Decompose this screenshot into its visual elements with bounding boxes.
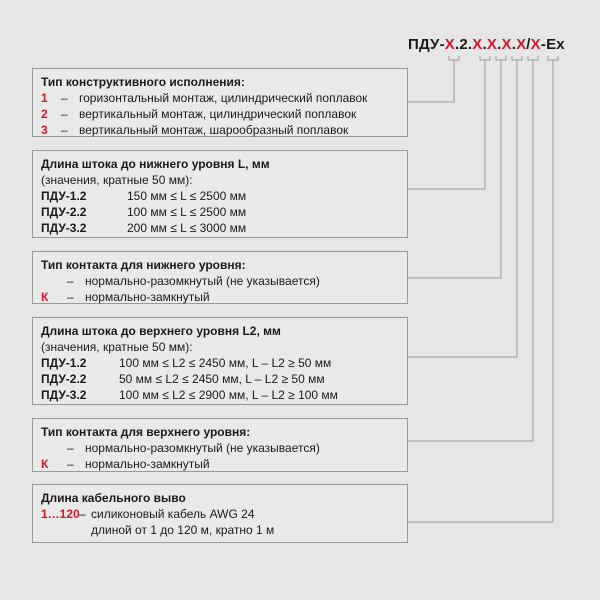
item-text: вертикальный монтаж, шарообразный поплавок (79, 123, 349, 137)
item-dash: – (61, 107, 68, 121)
table-row (41, 204, 399, 220)
box-upper-contact-title: Тип контакта для верхнего уровня: (41, 425, 251, 439)
item-text: горизонтальный монтаж, цилиндрический поплавок (79, 91, 368, 105)
model-name: ПДУ-3.2 (41, 388, 87, 402)
item-dash: – (61, 123, 68, 137)
item-key: 2 (41, 107, 48, 121)
table-row (41, 220, 399, 236)
item-key (41, 273, 67, 289)
model-name: ПДУ-1.2 (41, 356, 87, 370)
code-x5: X (516, 36, 527, 53)
box-lower-rod-length (32, 150, 408, 238)
code-x6: X (530, 36, 541, 53)
item-text: силиконовый кабель AWG 24 (91, 507, 255, 521)
item-text: нормально-замкнутый (85, 457, 210, 471)
model-range: 100 мм ≤ L2 ≤ 2900 мм, L – L2 ≥ 100 мм (119, 388, 338, 402)
model-name: ПДУ-1.2 (41, 189, 87, 203)
item-text-cont: длиной от 1 до 120 м, кратно 1 м (91, 523, 275, 537)
box-upper-contact-type (32, 418, 408, 472)
item-text: нормально-замкнутый (85, 290, 210, 304)
item-dash: – (67, 274, 74, 288)
model-name: ПДУ-2.2 (41, 205, 87, 219)
box-lower-rod-note: (значения, кратные 50 мм): (41, 173, 193, 187)
model-range: 50 мм ≤ L2 ≤ 2450 мм, L – L2 ≥ 50 мм (119, 372, 325, 386)
model-range: 200 мм ≤ L ≤ 3000 мм (127, 221, 247, 235)
model-range: 150 мм ≤ L ≤ 2500 мм (127, 189, 247, 203)
list-item (41, 273, 399, 289)
list-item (41, 440, 399, 456)
box-lower-contact-type (32, 251, 408, 304)
code-suffix: -Ex (540, 36, 565, 53)
box-upper-rod-note: (значения, кратные 50 мм): (41, 340, 193, 354)
model-range: 100 мм ≤ L ≤ 2500 мм (127, 205, 247, 219)
item-key: 1…120 (41, 507, 80, 521)
item-dash: – (61, 91, 68, 105)
code-slash: / (526, 36, 531, 53)
item-dash: – (67, 290, 74, 304)
box-cable-length (32, 484, 408, 543)
list-item (41, 106, 399, 122)
box-lower-contact-title: Тип контакта для нижнего уровня: (41, 258, 246, 272)
item-text: нормально-разомкнутый (не указывается) (85, 441, 320, 455)
code-prefix: ПДУ- (408, 36, 445, 53)
code-dot1: .2. (455, 36, 473, 53)
item-dash: – (67, 441, 74, 455)
list-item (41, 522, 399, 538)
product-code (408, 36, 565, 54)
item-text: нормально-разомкнутый (не указывается) (85, 274, 320, 288)
code-x2: X (472, 36, 483, 53)
box-upper-rod-title: Длина штока до верхнего уровня L2, мм (41, 324, 281, 338)
model-name: ПДУ-2.2 (41, 372, 87, 386)
code-x1: X (444, 36, 455, 53)
item-dash: – (67, 457, 74, 471)
box-design-type (32, 68, 408, 137)
list-item (41, 289, 399, 305)
item-key: 1 (41, 91, 48, 105)
item-key (41, 440, 67, 456)
model-range: 100 мм ≤ L2 ≤ 2450 мм, L – L2 ≥ 50 мм (119, 356, 332, 370)
item-text: вертикальный монтаж, цилиндрический поплавок (79, 107, 357, 121)
model-name: ПДУ-3.2 (41, 221, 87, 235)
list-item (41, 506, 399, 522)
item-key: К (41, 457, 49, 471)
box-design-type-title: Тип конструктивного исполнения: (41, 75, 245, 89)
item-key: К (41, 290, 49, 304)
table-row (41, 387, 399, 403)
code-x3: X (486, 36, 498, 53)
list-item (41, 90, 399, 106)
item-dash: – (79, 507, 86, 521)
box-cable-title: Длина кабельного выво (41, 491, 186, 505)
code-dot3: . (497, 36, 502, 53)
item-key: 3 (41, 123, 48, 137)
code-x4: X (501, 36, 512, 53)
table-row (41, 355, 399, 371)
table-row (41, 371, 399, 387)
code-dot4: . (511, 36, 517, 53)
list-item (41, 456, 399, 472)
list-item (41, 122, 399, 138)
box-lower-rod-title: Длина штока до нижнего уровня L, мм (41, 157, 270, 171)
code-dot2: . (482, 36, 487, 53)
table-row (41, 188, 399, 204)
box-upper-rod-length (32, 317, 408, 405)
